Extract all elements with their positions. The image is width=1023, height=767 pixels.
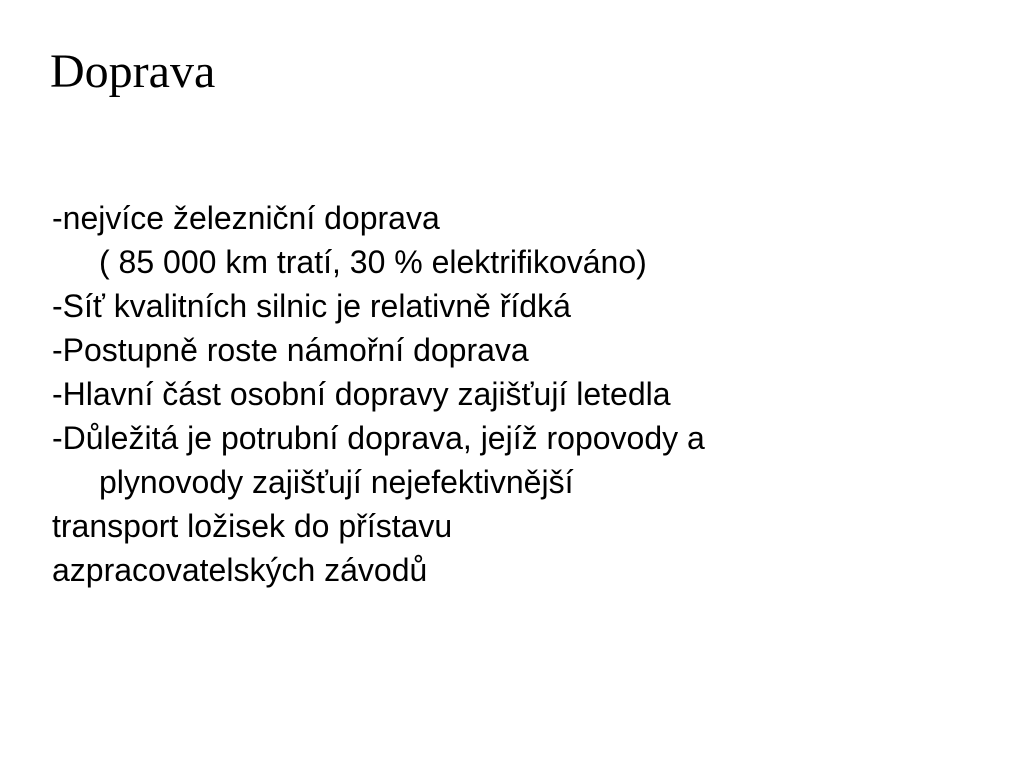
body-line: -Síť kvalitních silnic je relativně řídká	[52, 288, 571, 324]
slide-title: Doprava	[50, 45, 216, 98]
body-line: -nejvíce železniční doprava	[52, 200, 440, 236]
body-line: -Důležitá je potrubní doprava, jejíž ropovody a	[52, 420, 705, 456]
slide-body	[52, 196, 992, 592]
body-line: transport ložisek do přístavu	[52, 508, 453, 544]
body-line: azpracovatelských závodů	[52, 552, 428, 588]
body-line: -Postupně roste námořní doprava	[52, 332, 529, 368]
body-line-indented: ( 85 000 km tratí, 30 % elektrifikováno)	[99, 244, 647, 280]
body-line-indented: plynovody zajišťují nejefektivnější	[99, 464, 574, 500]
body-line: -Hlavní část osobní dopravy zajišťují letedla	[52, 376, 671, 412]
